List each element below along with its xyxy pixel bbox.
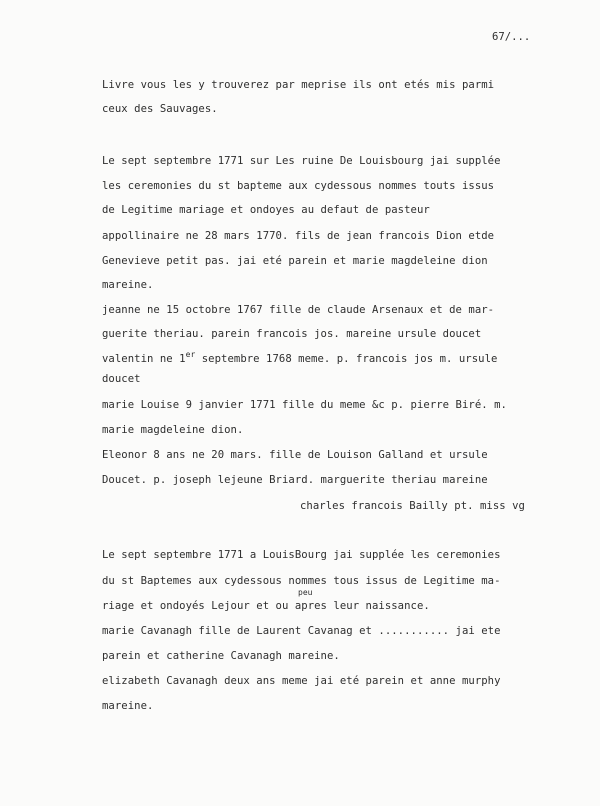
text-line: Le sept septembre 1771 a LouisBourg jai supplée les ceremonies <box>102 549 501 561</box>
text-line: du st Baptemes aux cydessous nommes tous issus de Legitime ma- <box>102 575 501 587</box>
text-line: marie Cavanagh fille de Laurent Cavanag et ........... jai ete <box>102 625 501 637</box>
text-line: mareine. <box>102 700 154 712</box>
text-line: Genevieve petit pas. jai eté parein et marie magdeleine dion <box>102 255 488 267</box>
text-line: ceux des Sauvages. <box>102 103 218 115</box>
interline-insert: peu <box>298 588 313 597</box>
text-line: Livre vous les y trouverez par meprise ils ont etés mis parmi <box>102 79 495 91</box>
text-line: riage et ondoyés Lejour et ou apres leur naissance. <box>102 600 430 612</box>
text-line: marie Louise 9 janvier 1771 fille du meme &c p. pierre Biré. m. <box>102 399 507 411</box>
text-line: parein et catherine Cavanagh mareine. <box>102 650 340 662</box>
text-line: elizabeth Cavanagh deux ans meme jai eté parein et anne murphy <box>102 675 501 687</box>
text-line: Eleonor 8 ans ne 20 mars. fille de Louison Galland et ursule <box>102 449 488 461</box>
valentin-prefix: valentin ne 1 <box>102 353 186 365</box>
text-line-valentin <box>102 352 497 367</box>
signature-line: charles francois Bailly pt. miss vg <box>300 500 525 512</box>
text-line: guerite theriau. parein francois jos. mareine ursule doucet <box>102 328 482 340</box>
valentin-rest: septembre 1768 meme. p. francois jos m. ursule <box>201 353 498 365</box>
text-line: de Legitime mariage et ondoyes au defaut de pasteur <box>102 204 430 216</box>
text-line: appollinaire ne 28 mars 1770. fils de jean francois Dion etde <box>102 230 495 242</box>
superscript: er <box>185 350 196 359</box>
text-line: mareine. <box>102 279 154 291</box>
text-line: Doucet. p. joseph lejeune Briard. marguerite theriau mareine <box>102 474 488 486</box>
text-line: les ceremonies du st bapteme aux cydessous nommes touts issus <box>102 180 495 192</box>
text-line: jeanne ne 15 octobre 1767 fille de claude Arsenaux et de mar- <box>102 304 495 316</box>
page-number: 67/... <box>492 31 531 43</box>
text-line: marie magdeleine dion. <box>102 424 244 436</box>
text-line: doucet <box>102 373 141 385</box>
text-line: Le sept septembre 1771 sur Les ruine De Louisbourg jai supplée <box>102 155 501 167</box>
